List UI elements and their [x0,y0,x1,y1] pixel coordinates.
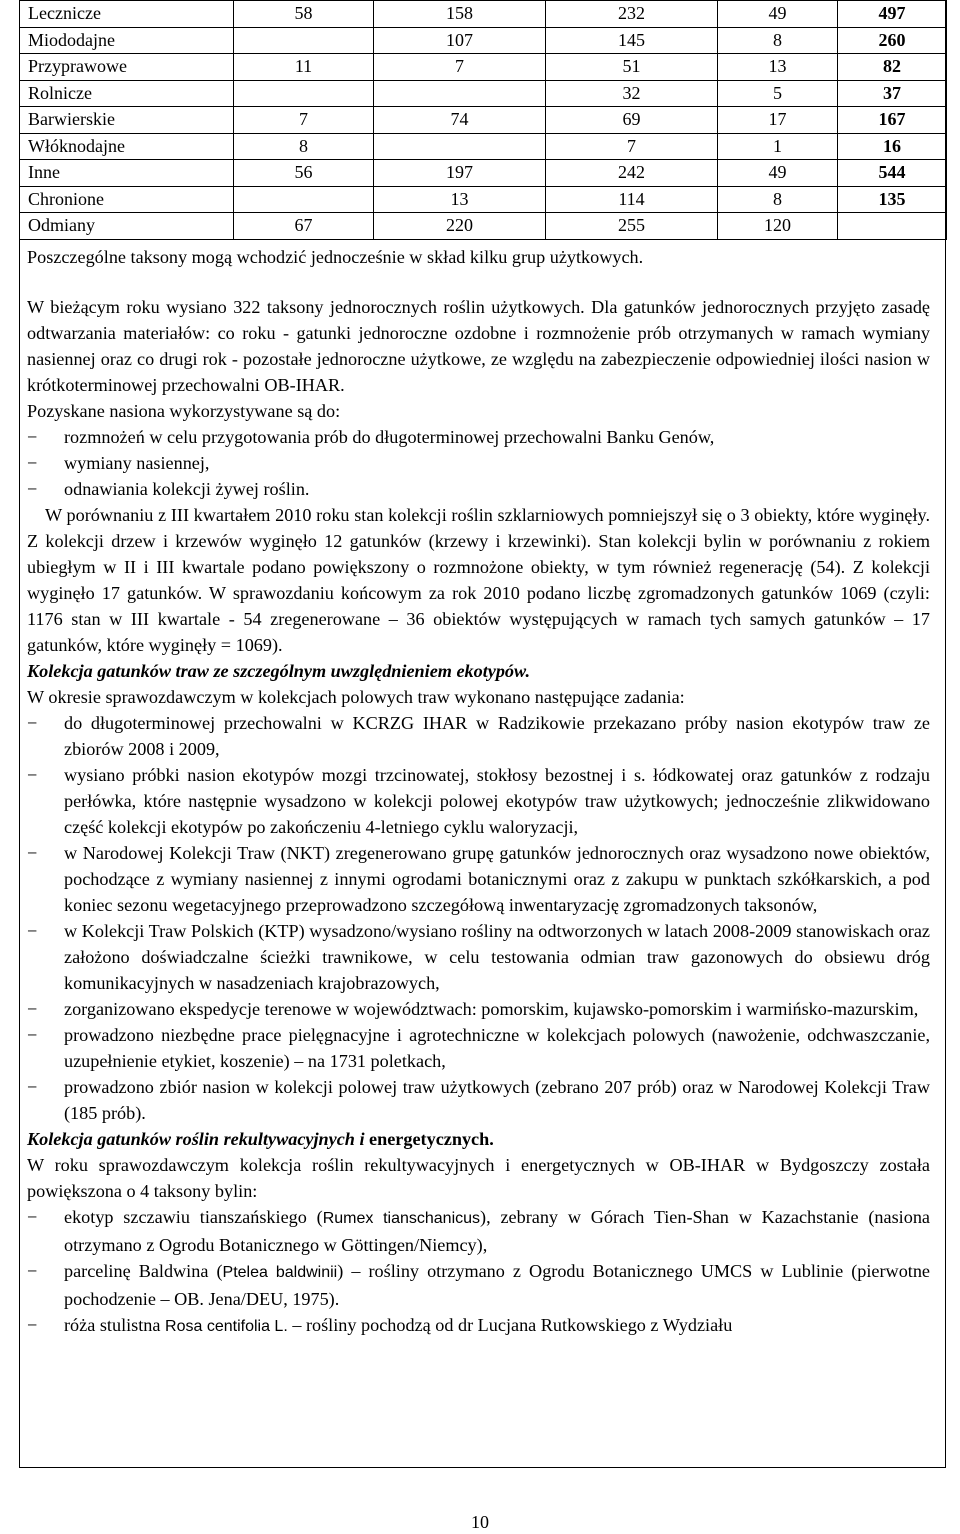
table-cell [374,80,546,107]
seed-use-list [27,424,930,502]
row-total: 260 [838,27,947,54]
table-row [20,133,947,160]
text: ) – rośliny otrzymano z Ogrodu Botanicznego UMCS w Lublinie (pierwotne pochodzenie – OB. Jena/DEU, 1975). [64,1261,931,1309]
table-row [20,186,947,213]
latin-name: Ptelea baldwinii [222,1264,338,1281]
table-cell: 5 [718,80,838,107]
list-item: − odnawiania kolekcji żywej roślin. [27,476,930,502]
text: róża stulistna [64,1315,166,1335]
section-heading-grasses: Kolekcja gatunków traw ze szczególnym uwzględnieniem ekotypów. [27,661,531,681]
table-cell: 69 [546,107,718,134]
text: parcelinę Baldwina ( [64,1261,223,1281]
table-cell: 7 [234,107,374,134]
paragraph-sowing: W bieżącym roku wysiano 322 taksony jednorocznych roślin użytkowych. Dla gatunków jednorocznych przyjęto zasadę odtwarzania materiałów: co roku - gatunki jednoroczne ozdobne i rozmnożenie prób otrzymanych w ramach wymiany nasiennej oraz co drugi rok - pozostałe jednoroczne użytkowe, ze względu na zabezpieczenie odpowiedniej ilości nasion w krótkoterminowej przechowalni OB-IHAR. [27,297,930,395]
table-row [20,213,947,240]
paragraph-seed-use: Pozyskane nasiona wykorzystywane są do: [27,401,341,421]
row-total: 82 [838,54,947,81]
list-item: − do długoterminowej przechowalni w KCRZG IHAR w Radzikowie przekazano próby nasion ekotypów traw ze zbiorów 2008 i 2009, [27,710,930,762]
table-cell: 197 [374,160,546,187]
table-cell: 8 [718,27,838,54]
table-cell: 17 [718,107,838,134]
list-item: − w Kolekcji Traw Polskich (KTP) wysadzono/wysiano rośliny na odtworzonych w latach 2008-2009 stanowiskach oraz założono doświadczalne ścieżki trawnikowe, w celu testowania odmian traw gazonowych do obsiewu dróg komunikacyjnych w nasadzeniach krajobrazowych, [27,918,930,996]
paragraph-grass-tasks: W okresie sprawozdawczym w kolekcjach polowych traw wykonano następujące zadania: [27,687,685,707]
table-cell [234,186,374,213]
row-label: Miododajne [20,27,234,54]
grass-tasks-list [27,710,930,1126]
text: ), zebrany w Górach Tien-Shan w Kazachstanie (nasiona otrzymano z Ogrodu Botanicznego w Göttingen/Niemcy), [64,1207,930,1255]
table-cell: 8 [718,186,838,213]
row-total: 135 [838,186,947,213]
table-cell: 7 [546,133,718,160]
table-cell: 49 [718,1,838,28]
row-total: 37 [838,80,947,107]
new-taxa-list [27,1204,930,1340]
row-label: Lecznicze [20,1,234,28]
table-cell: 56 [234,160,374,187]
table-row [20,80,947,107]
paragraph-collection-status: W porównaniu z III kwartałem 2010 roku stan kolekcji roślin szklarniowych pomniejszył się o 3 obiekty, które wyginęły. Z kolekcji drzew i krzewów wyginęło 12 gatunków (krzewy i krzewinki). Stan kolekcji bylin w porównaniu z rokiem ubiegłym w II i III kwartale podano powiększony o rozmnożone obiekty, w tym również regenerację (54). Z kolekcji wyginęło 17 gatunków. W sprawozdaniu końcowym za rok 2010 podano liczbę zgromadzonych gatunków 1069 (czyli: 1176 stan w III kwartale - 54 zregenerowane – 36 obiektów występujących w ramach tych samych gatunków – 17 gatunków, które wyginęły = 1069). [27,505,930,655]
table-cell: 255 [546,213,718,240]
list-item: − wysiano próbki nasion ekotypów mozgi trzcinowatej, stokłosy bezostnej i s. łódkowatej oraz gatunków z rodzaju perłówka, które następnie wysadzono w kolekcji polowej ekotypów traw użytkowych; jednocześnie zlikwidowano część kolekcji ekotypów po zakończeniu 4-letniego cyklu waloryzacji, [27,762,930,840]
table-cell: 242 [546,160,718,187]
row-label: Odmiany [20,213,234,240]
page-number: 10 [471,1512,489,1532]
paragraph-reclamation: W roku sprawozdawczym kolekcja roślin rekultywacyjnych i energetycznych w OB-IHAR w Bydgoszczy została powiększona o 4 taksony bylin: [27,1155,930,1201]
row-label: Inne [20,160,234,187]
table-cell [234,80,374,107]
table-cell: 32 [546,80,718,107]
table-cell: 8 [234,133,374,160]
list-item: − prowadzono niezbędne prace pielęgnacyjne i agrotechniczne w kolekcjach polowych (nawożenie, odchwaszczanie, uzupełnienie etykiet, koszenie) – na 1731 poletkach, [27,1022,930,1074]
row-label: Chronione [20,186,234,213]
table-row [20,160,947,187]
list-item [27,1258,930,1312]
table-cell: 13 [374,186,546,213]
row-total: 16 [838,133,947,160]
table-cell: 13 [718,54,838,81]
row-label: Barwierskie [20,107,234,134]
table-row [20,54,947,81]
table-row [20,27,947,54]
latin-name: Rosa centifolia L. [165,1318,288,1335]
table-cell: 49 [718,160,838,187]
table-note: Poszczególne taksony mogą wchodzić jednocześnie w skład kilku grup użytkowych. [27,247,644,267]
latin-name: Rumex tianschanicus [322,1210,481,1227]
text: – rośliny pochodzą od dr Lucjana Rutkowskiego z Wydziału [287,1315,733,1335]
list-item: − w Narodowej Kolekcji Traw (NKT) zregenerowano grupę gatunków jednorocznych oraz wysadzono nowe obiektów, pochodzące z wymiany nasiennej z innymi ogrodami botanicznymi oraz z zakupu w punktach szkółkarskich, a pod koniec sezonu wegetacyjnego przeprowadzono szczegółową inwentaryzację zgromadzonych taksonów, [27,840,930,918]
row-label: Przyprawowe [20,54,234,81]
heading-part: energetycznych. [369,1129,494,1149]
table-cell: 232 [546,1,718,28]
row-total: 167 [838,107,947,134]
list-item: − zorganizowano ekspedycje terenowe w województwach: pomorskim, kujawsko-pomorskim i warmińsko-mazurskim, [27,996,930,1022]
list-item: − prowadzono zbiór nasion w kolekcji polowej traw użytkowych (zebrano 207 prób) oraz w Narodowej Kolekcji Traw (185 prób). [27,1074,930,1126]
table-cell: 220 [374,213,546,240]
table-cell: 11 [234,54,374,81]
table-cell: 74 [374,107,546,134]
table-cell [234,27,374,54]
table-cell: 7 [374,54,546,81]
table-cell: 67 [234,213,374,240]
table-row [20,107,947,134]
heading-part: Kolekcja gatunków roślin rekultywacyjnych i [27,1129,365,1149]
list-item [27,1204,930,1258]
report-body [19,244,946,1340]
text: ekotyp szczawiu tianszańskiego ( [64,1207,323,1227]
section-heading-reclamation [27,1126,930,1152]
table-cell: 51 [546,54,718,81]
row-label: Rolnicze [20,80,234,107]
row-total [838,213,947,240]
list-item [27,1312,930,1340]
list-item: − wymiany nasiennej, [27,450,930,476]
table-cell: 1 [718,133,838,160]
row-total: 497 [838,1,947,28]
table-cell: 114 [546,186,718,213]
table-cell: 145 [546,27,718,54]
taxa-table [19,0,947,240]
table-cell [374,133,546,160]
table-cell: 107 [374,27,546,54]
table-cell: 58 [234,1,374,28]
row-label: Włóknodajne [20,133,234,160]
table-cell: 120 [718,213,838,240]
table-row [20,1,947,28]
row-total: 544 [838,160,947,187]
table-cell: 158 [374,1,546,28]
list-item: − rozmnożeń w celu przygotowania prób do długoterminowej przechowalni Banku Genów, [27,424,930,450]
